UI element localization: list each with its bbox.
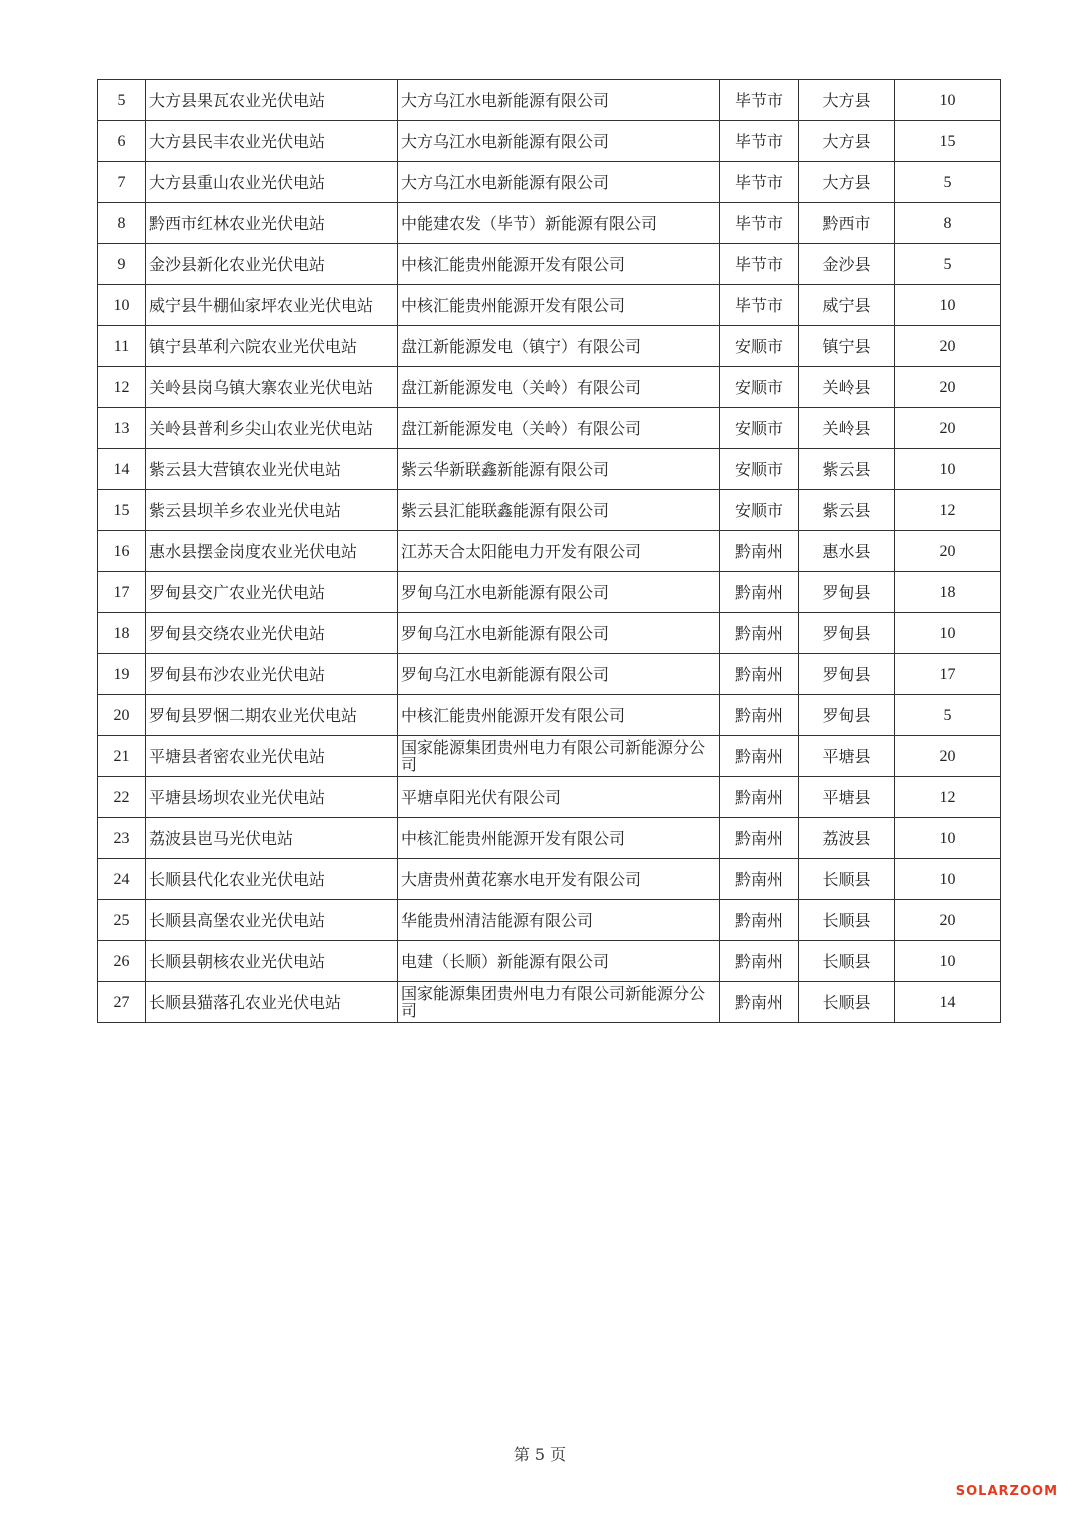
station-name: 罗甸县罗悃二期农业光伏电站 [146, 695, 398, 736]
station-name: 罗甸县交广农业光伏电站 [146, 572, 398, 613]
table-row [98, 285, 1001, 326]
row-number: 18 [98, 613, 146, 654]
city-name: 毕节市 [720, 80, 799, 121]
project-table [97, 79, 1001, 1023]
county-name: 威宁县 [799, 285, 895, 326]
row-number: 21 [98, 736, 146, 777]
row-number: 13 [98, 408, 146, 449]
county-name: 金沙县 [799, 244, 895, 285]
table-row [98, 941, 1001, 982]
county-name: 大方县 [799, 80, 895, 121]
company-name: 大方乌江水电新能源有限公司 [398, 121, 720, 162]
station-name: 惠水县摆金岗度农业光伏电站 [146, 531, 398, 572]
row-number: 10 [98, 285, 146, 326]
county-name: 荔波县 [799, 818, 895, 859]
row-number: 24 [98, 859, 146, 900]
station-name: 大方县民丰农业光伏电站 [146, 121, 398, 162]
city-name: 黔南州 [720, 654, 799, 695]
row-number: 6 [98, 121, 146, 162]
city-name: 毕节市 [720, 244, 799, 285]
company-name: 大方乌江水电新能源有限公司 [398, 162, 720, 203]
city-name: 黔南州 [720, 982, 799, 1023]
capacity-value: 18 [895, 572, 1001, 613]
company-name: 中核汇能贵州能源开发有限公司 [398, 818, 720, 859]
row-number: 27 [98, 982, 146, 1023]
page-number: 第 5 页 [513, 1445, 567, 1464]
company-name: 罗甸乌江水电新能源有限公司 [398, 654, 720, 695]
capacity-value: 20 [895, 408, 1001, 449]
table-row [98, 531, 1001, 572]
table-row [98, 80, 1001, 121]
city-name: 黔南州 [720, 900, 799, 941]
city-name: 毕节市 [720, 121, 799, 162]
capacity-value: 8 [895, 203, 1001, 244]
county-name: 黔西市 [799, 203, 895, 244]
county-name: 长顺县 [799, 900, 895, 941]
county-name: 罗甸县 [799, 654, 895, 695]
city-name: 黔南州 [720, 531, 799, 572]
table-body [98, 80, 1001, 1023]
station-name: 大方县果瓦农业光伏电站 [146, 80, 398, 121]
table-row [98, 818, 1001, 859]
capacity-value: 12 [895, 490, 1001, 531]
county-name: 长顺县 [799, 859, 895, 900]
station-name: 黔西市红林农业光伏电站 [146, 203, 398, 244]
city-name: 黔南州 [720, 695, 799, 736]
table-row [98, 777, 1001, 818]
county-name: 惠水县 [799, 531, 895, 572]
company-name: 中核汇能贵州能源开发有限公司 [398, 285, 720, 326]
capacity-value: 5 [895, 695, 1001, 736]
solarzoom-watermark: SOLARZOOM [955, 1484, 1058, 1499]
capacity-value: 5 [895, 162, 1001, 203]
table-row [98, 900, 1001, 941]
county-name: 关岭县 [799, 367, 895, 408]
station-name: 镇宁县革利六院农业光伏电站 [146, 326, 398, 367]
row-number: 23 [98, 818, 146, 859]
capacity-value: 10 [895, 80, 1001, 121]
company-name: 罗甸乌江水电新能源有限公司 [398, 613, 720, 654]
station-name: 罗甸县交绕农业光伏电站 [146, 613, 398, 654]
table-row [98, 367, 1001, 408]
row-number: 25 [98, 900, 146, 941]
city-name: 黔南州 [720, 572, 799, 613]
company-name: 罗甸乌江水电新能源有限公司 [398, 572, 720, 613]
company-name: 紫云县汇能联鑫能源有限公司 [398, 490, 720, 531]
city-name: 安顺市 [720, 449, 799, 490]
capacity-value: 12 [895, 777, 1001, 818]
station-name: 大方县重山农业光伏电站 [146, 162, 398, 203]
station-name: 平塘县者密农业光伏电站 [146, 736, 398, 777]
station-name: 平塘县场坝农业光伏电站 [146, 777, 398, 818]
company-name: 盘江新能源发电（镇宁）有限公司 [398, 326, 720, 367]
station-name: 紫云县大营镇农业光伏电站 [146, 449, 398, 490]
capacity-value: 20 [895, 900, 1001, 941]
station-name: 罗甸县布沙农业光伏电站 [146, 654, 398, 695]
row-number: 9 [98, 244, 146, 285]
capacity-value: 5 [895, 244, 1001, 285]
capacity-value: 17 [895, 654, 1001, 695]
city-name: 黔南州 [720, 941, 799, 982]
station-name: 金沙县新化农业光伏电站 [146, 244, 398, 285]
station-name: 长顺县高堡农业光伏电站 [146, 900, 398, 941]
capacity-value: 20 [895, 736, 1001, 777]
table-row [98, 203, 1001, 244]
company-name: 华能贵州清洁能源有限公司 [398, 900, 720, 941]
company-name: 盘江新能源发电（关岭）有限公司 [398, 367, 720, 408]
station-name: 长顺县朝核农业光伏电站 [146, 941, 398, 982]
station-name: 关岭县普利乡尖山农业光伏电站 [146, 408, 398, 449]
row-number: 17 [98, 572, 146, 613]
company-name: 国家能源集团贵州电力有限公司新能源分公司 [398, 736, 720, 777]
county-name: 罗甸县 [799, 572, 895, 613]
table-row [98, 654, 1001, 695]
row-number: 16 [98, 531, 146, 572]
city-name: 黔南州 [720, 777, 799, 818]
row-number: 15 [98, 490, 146, 531]
capacity-value: 10 [895, 613, 1001, 654]
capacity-value: 10 [895, 285, 1001, 326]
county-name: 罗甸县 [799, 613, 895, 654]
capacity-value: 20 [895, 326, 1001, 367]
station-name: 荔波县岜马光伏电站 [146, 818, 398, 859]
capacity-value: 14 [895, 982, 1001, 1023]
county-name: 长顺县 [799, 941, 895, 982]
county-name: 关岭县 [799, 408, 895, 449]
county-name: 平塘县 [799, 777, 895, 818]
capacity-value: 15 [895, 121, 1001, 162]
capacity-value: 10 [895, 449, 1001, 490]
city-name: 黔南州 [720, 859, 799, 900]
company-name: 中能建农发（毕节）新能源有限公司 [398, 203, 720, 244]
row-number: 11 [98, 326, 146, 367]
row-number: 26 [98, 941, 146, 982]
table-row [98, 326, 1001, 367]
station-name: 紫云县坝羊乡农业光伏电站 [146, 490, 398, 531]
capacity-value: 10 [895, 818, 1001, 859]
company-name: 中核汇能贵州能源开发有限公司 [398, 244, 720, 285]
table-row [98, 736, 1001, 777]
station-name: 长顺县代化农业光伏电站 [146, 859, 398, 900]
row-number: 7 [98, 162, 146, 203]
capacity-value: 20 [895, 531, 1001, 572]
county-name: 大方县 [799, 121, 895, 162]
city-name: 黔南州 [720, 818, 799, 859]
county-name: 紫云县 [799, 490, 895, 531]
table-row [98, 121, 1001, 162]
capacity-value: 10 [895, 859, 1001, 900]
row-number: 22 [98, 777, 146, 818]
county-name: 镇宁县 [799, 326, 895, 367]
capacity-value: 20 [895, 367, 1001, 408]
table-row [98, 859, 1001, 900]
station-name: 长顺县猫落孔农业光伏电站 [146, 982, 398, 1023]
row-number: 5 [98, 80, 146, 121]
county-name: 紫云县 [799, 449, 895, 490]
table-row [98, 572, 1001, 613]
company-name: 平塘卓阳光伏有限公司 [398, 777, 720, 818]
row-number: 8 [98, 203, 146, 244]
capacity-value: 10 [895, 941, 1001, 982]
city-name: 黔南州 [720, 736, 799, 777]
table-row [98, 408, 1001, 449]
station-name: 关岭县岗乌镇大寨农业光伏电站 [146, 367, 398, 408]
company-name: 电建（长顺）新能源有限公司 [398, 941, 720, 982]
company-name: 紫云华新联鑫新能源有限公司 [398, 449, 720, 490]
table-row [98, 695, 1001, 736]
table-row [98, 613, 1001, 654]
county-name: 大方县 [799, 162, 895, 203]
company-name: 大方乌江水电新能源有限公司 [398, 80, 720, 121]
city-name: 安顺市 [720, 490, 799, 531]
table-row [98, 244, 1001, 285]
company-name: 江苏天合太阳能电力开发有限公司 [398, 531, 720, 572]
row-number: 19 [98, 654, 146, 695]
city-name: 毕节市 [720, 203, 799, 244]
table-row [98, 449, 1001, 490]
station-name: 威宁县牛棚仙家坪农业光伏电站 [146, 285, 398, 326]
company-name: 大唐贵州黄花寨水电开发有限公司 [398, 859, 720, 900]
row-number: 12 [98, 367, 146, 408]
city-name: 安顺市 [720, 367, 799, 408]
company-name: 盘江新能源发电（关岭）有限公司 [398, 408, 720, 449]
row-number: 14 [98, 449, 146, 490]
county-name: 长顺县 [799, 982, 895, 1023]
city-name: 黔南州 [720, 613, 799, 654]
city-name: 安顺市 [720, 326, 799, 367]
table-row [98, 162, 1001, 203]
city-name: 毕节市 [720, 285, 799, 326]
county-name: 罗甸县 [799, 695, 895, 736]
county-name: 平塘县 [799, 736, 895, 777]
row-number: 20 [98, 695, 146, 736]
city-name: 毕节市 [720, 162, 799, 203]
table-row [98, 490, 1001, 531]
table-row [98, 982, 1001, 1023]
company-name: 中核汇能贵州能源开发有限公司 [398, 695, 720, 736]
company-name: 国家能源集团贵州电力有限公司新能源分公司 [398, 982, 720, 1023]
city-name: 安顺市 [720, 408, 799, 449]
